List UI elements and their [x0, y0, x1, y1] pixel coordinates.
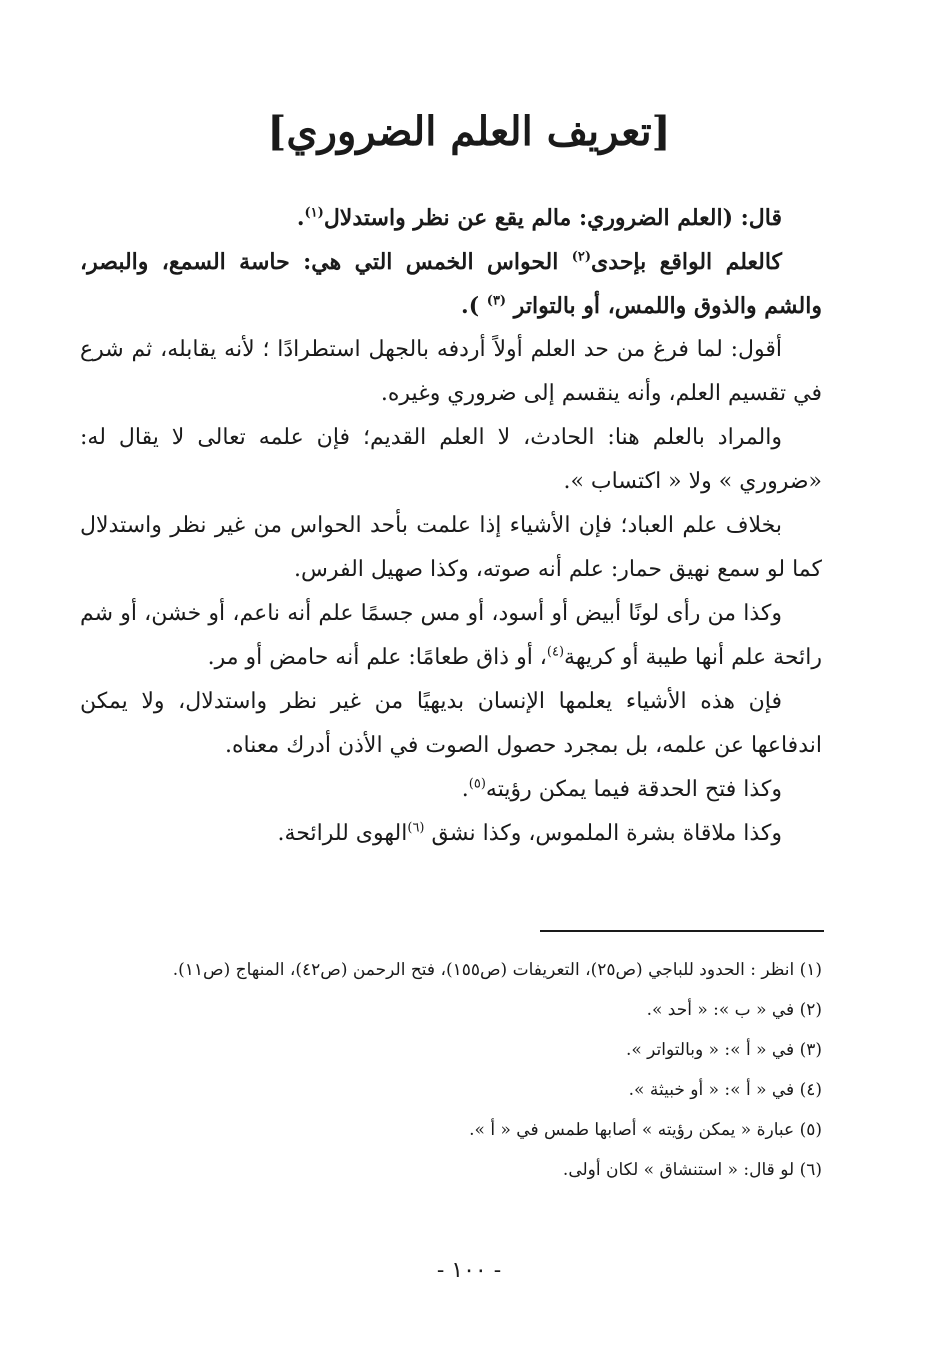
footnote-item: (٦) لو قال: « استنشاق » لكان أولى.	[562, 1160, 822, 1180]
text-segment: الهوى للرائحة.	[277, 821, 408, 846]
footnote-item: (٣) في « أ »: « وبالتواتر ».	[625, 1040, 822, 1060]
commentary-paragraph: فإن هذه الأشياء يعلمها الإنسان بديهيًا من غير نظر واستدلال، ولا يمكن اندفاعها عن علمه، بل بمجرد حصول الصوت في الأذن أدرك معناه.	[80, 689, 822, 758]
footnote-marker: (٥)	[468, 776, 486, 792]
text-segment: وكذا ملاقاة بشرة الملموس، وكذا نشق	[424, 821, 782, 846]
matn-quote-paragraph	[80, 196, 822, 240]
commentary-paragraph: أقول: لما فرغ من حد العلم أولاً أردفه بالجهل استطرادًا ؛ لأنه يقابله، ثم شرع في تقسيم العلم، وأنه ينقسم إلى ضروري وغيره.	[80, 337, 822, 406]
text-segment: الحواس الخمس التي هي: حاسة السمع، والبصر، والشم والذوق واللمس، أو بالتواتر	[80, 249, 822, 319]
footnotes-section	[90, 950, 822, 1190]
matn-senses-paragraph	[80, 240, 822, 328]
page-number: - ١٠٠ -	[436, 1258, 502, 1283]
commentary-paragraph	[80, 768, 822, 812]
commentary-paragraph	[80, 592, 822, 680]
text-segment: كالعلم الواقع بإحدى	[591, 249, 782, 275]
commentary-paragraph	[80, 812, 822, 856]
main-text	[80, 196, 822, 856]
footnote-item: (٥) عبارة « يمكن رؤيته » أصابها طمس في « أ ».	[469, 1120, 822, 1140]
footnote-marker: (٦)	[407, 820, 425, 836]
section-heading: [تعريف العلم الضروري]	[267, 108, 671, 155]
text-segment: وكذا فتح الحدقة فيما يمكن رؤيته	[485, 777, 782, 802]
text-segment: .	[461, 777, 469, 802]
footnote-marker: (٤)	[546, 644, 565, 660]
footnote-item: (١) انظر : الحدود للباجي (ص٢٥)، التعريفات (ص١٥٥)، فتح الرحمن (ص٤٢)، المنهاج (ص١١).	[172, 960, 822, 980]
footnote-separator-line	[540, 930, 824, 932]
footnote-marker: (١)	[304, 205, 324, 221]
text-segment: ).	[461, 293, 487, 319]
commentary-paragraph: والمراد بالعلم هنا: الحادث، لا العلم القديم؛ فإن علمه تعالى لا يقال له: «ضروري » ولا « اكتساب ».	[80, 425, 822, 494]
text-segment: وكذا من رأى لونًا أبيض أو أسود، أو مس جسمًا علم أنه ناعم، أو خشن، أو شم رائحة علم أنها طيبة أو كريهة	[80, 601, 822, 670]
text-segment: .	[296, 205, 305, 231]
footnote-marker: (٣)	[486, 293, 507, 309]
text-segment: ، أو ذاق طعامًا: علم أنه حامض أو مر.	[207, 645, 547, 670]
footnote-marker: (٢)	[571, 249, 592, 265]
text-segment: قال: (العلم الضروري: مالم يقع عن نظر واستدلال	[323, 205, 782, 231]
footnote-item: (٤) في « أ »: « أو خبيثة ».	[628, 1080, 822, 1100]
footnote-item: (٢) في « ب »: « أحد ».	[646, 1000, 822, 1020]
commentary-paragraph: بخلاف علم العباد؛ فإن الأشياء إذا علمت بأحد الحواس من غير نظر واستدلال كما لو سمع نهيق حمار: علم أنه صوته، وكذا صهيل الفرس.	[80, 513, 822, 582]
